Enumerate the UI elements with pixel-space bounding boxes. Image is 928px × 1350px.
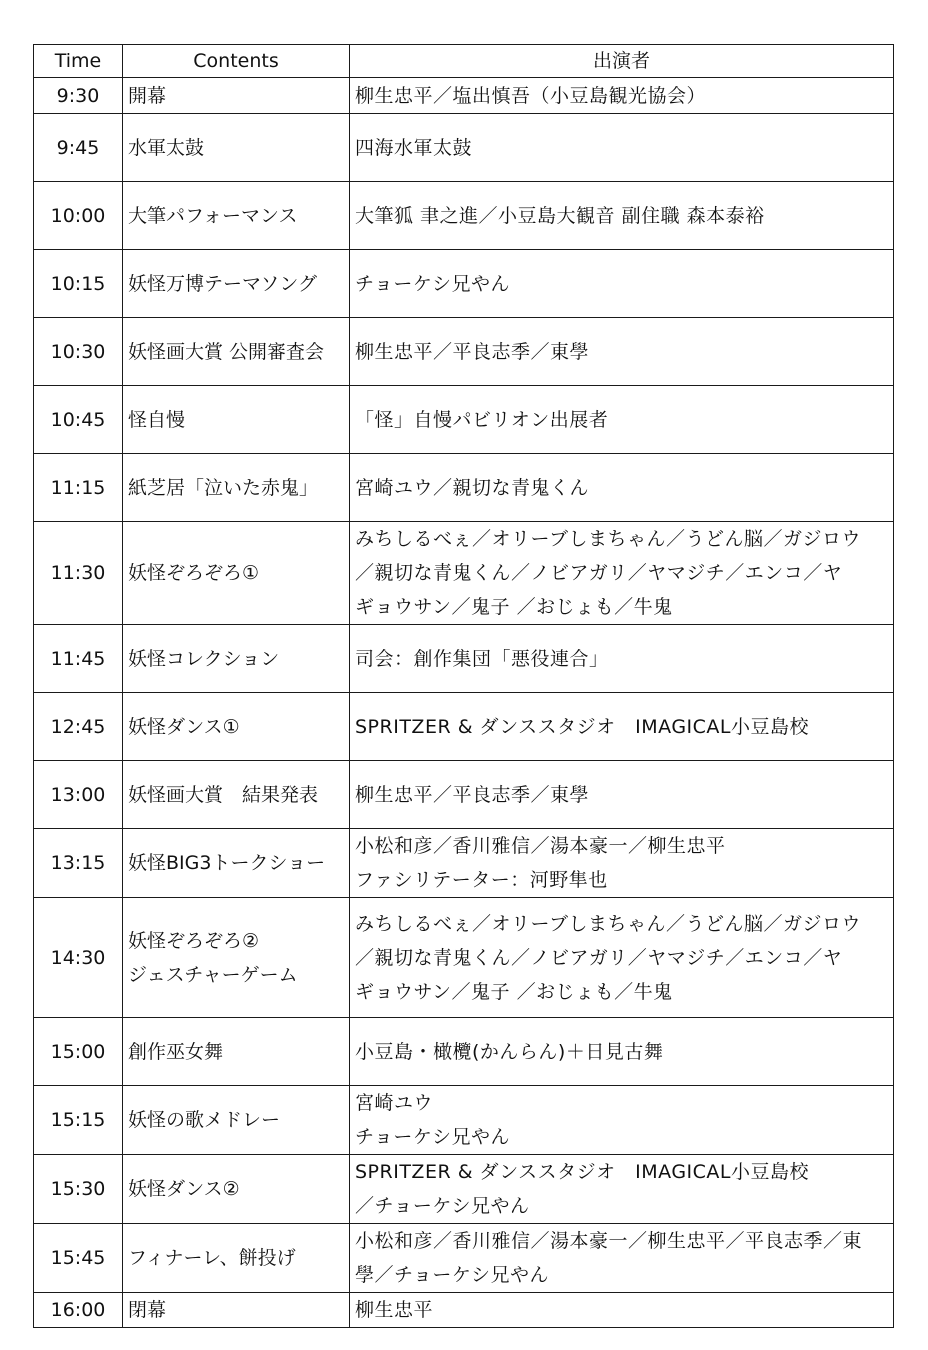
row-performers: 小豆島・橄欖(かんらん)＋日見古舞 xyxy=(350,1018,894,1086)
row-performers: 小松和彦／香川雅信／湯本豪一／柳生忠平／平良志季／東 學／チョーケシ兄やん xyxy=(350,1224,894,1293)
table-row xyxy=(34,625,894,693)
table-row xyxy=(34,454,894,522)
row-time: 10:15 xyxy=(34,250,123,318)
row-contents: 妖怪画大賞 公開審査会 xyxy=(123,318,350,386)
row-contents: 妖怪画大賞 結果発表 xyxy=(123,761,350,829)
row-performers: 宮崎ユウ／親切な青鬼くん xyxy=(350,454,894,522)
row-time: 9:45 xyxy=(34,114,123,182)
table-row xyxy=(34,1155,894,1224)
row-performers: 柳生忠平 xyxy=(350,1293,894,1328)
table-row xyxy=(34,250,894,318)
table-row xyxy=(34,182,894,250)
row-performers: 司会：創作集団「悪役連合」 xyxy=(350,625,894,693)
row-contents: 大筆パフォーマンス xyxy=(123,182,350,250)
row-time: 10:00 xyxy=(34,182,123,250)
row-time: 11:15 xyxy=(34,454,123,522)
row-time: 10:30 xyxy=(34,318,123,386)
row-performers: 柳生忠平／塩出慎吾（小豆島観光協会） xyxy=(350,78,894,114)
table-row xyxy=(34,78,894,114)
row-contents: 怪自慢 xyxy=(123,386,350,454)
row-performers: 宮崎ユウ チョーケシ兄やん xyxy=(350,1086,894,1155)
row-contents: フィナーレ、餅投げ xyxy=(123,1224,350,1293)
row-performers: みちしるべぇ／オリーブしまちゃん／うどん脳／ガジロウ ／親切な青鬼くん／ノビアガリ／ヤマジチ／エンコ／ヤ ギョウサン／鬼子 ／おじょも／牛鬼 xyxy=(350,522,894,625)
row-contents: 水軍太鼓 xyxy=(123,114,350,182)
row-performers: SPRITZER & ダンススタジオ IMAGICAL小豆島校 ／チョーケシ兄やん xyxy=(350,1155,894,1224)
row-performers: 柳生忠平／平良志季／東學 xyxy=(350,761,894,829)
row-time: 9:30 xyxy=(34,78,123,114)
row-contents: 妖怪BIG3トークショー xyxy=(123,829,350,898)
header-row xyxy=(34,45,894,78)
row-time: 13:15 xyxy=(34,829,123,898)
row-time: 14:30 xyxy=(34,898,123,1018)
table-row xyxy=(34,522,894,625)
table-row xyxy=(34,318,894,386)
table-row xyxy=(34,693,894,761)
table-row xyxy=(34,386,894,454)
schedule-rows xyxy=(34,78,894,1328)
row-time: 11:45 xyxy=(34,625,123,693)
schedule-table xyxy=(33,44,894,1328)
header-contents: Contents xyxy=(123,45,350,78)
row-time: 13:00 xyxy=(34,761,123,829)
row-performers: SPRITZER & ダンススタジオ IMAGICAL小豆島校 xyxy=(350,693,894,761)
table-row xyxy=(34,761,894,829)
table-row xyxy=(34,1293,894,1328)
table-row xyxy=(34,1018,894,1086)
row-time: 16:00 xyxy=(34,1293,123,1328)
row-contents: 開幕 xyxy=(123,78,350,114)
row-contents: 妖怪ぞろぞろ① xyxy=(123,522,350,625)
row-time: 15:45 xyxy=(34,1224,123,1293)
table-row xyxy=(34,829,894,898)
header-performers: 出演者 xyxy=(350,45,894,78)
row-performers: 小松和彦／香川雅信／湯本豪一／柳生忠平 ファシリテーター：河野隼也 xyxy=(350,829,894,898)
row-contents: 妖怪ぞろぞろ② ジェスチャーゲーム xyxy=(123,898,350,1018)
row-contents: 妖怪ダンス② xyxy=(123,1155,350,1224)
table-row xyxy=(34,898,894,1018)
row-time: 15:30 xyxy=(34,1155,123,1224)
header-time: Time xyxy=(34,45,123,78)
row-performers: 柳生忠平／平良志季／東學 xyxy=(350,318,894,386)
table-row xyxy=(34,114,894,182)
row-contents: 紙芝居「泣いた赤鬼」 xyxy=(123,454,350,522)
row-performers: みちしるべぇ／オリーブしまちゃん／うどん脳／ガジロウ ／親切な青鬼くん／ノビアガリ／ヤマジチ／エンコ／ヤ ギョウサン／鬼子 ／おじょも／牛鬼 xyxy=(350,898,894,1018)
row-time: 11:30 xyxy=(34,522,123,625)
row-time: 12:45 xyxy=(34,693,123,761)
row-contents: 創作巫女舞 xyxy=(123,1018,350,1086)
row-contents: 妖怪万博テーマソング xyxy=(123,250,350,318)
row-contents: 妖怪の歌メドレー xyxy=(123,1086,350,1155)
row-time: 15:15 xyxy=(34,1086,123,1155)
row-performers: 四海水軍太鼓 xyxy=(350,114,894,182)
row-contents: 閉幕 xyxy=(123,1293,350,1328)
row-performers: 大筆狐 聿之進／小豆島大観音 副住職 森本泰裕 xyxy=(350,182,894,250)
row-performers: 「怪」自慢パビリオン出展者 xyxy=(350,386,894,454)
row-contents: 妖怪コレクション xyxy=(123,625,350,693)
row-time: 15:00 xyxy=(34,1018,123,1086)
table-row xyxy=(34,1086,894,1155)
table-row xyxy=(34,1224,894,1293)
row-time: 10:45 xyxy=(34,386,123,454)
row-contents: 妖怪ダンス① xyxy=(123,693,350,761)
row-performers: チョーケシ兄やん xyxy=(350,250,894,318)
